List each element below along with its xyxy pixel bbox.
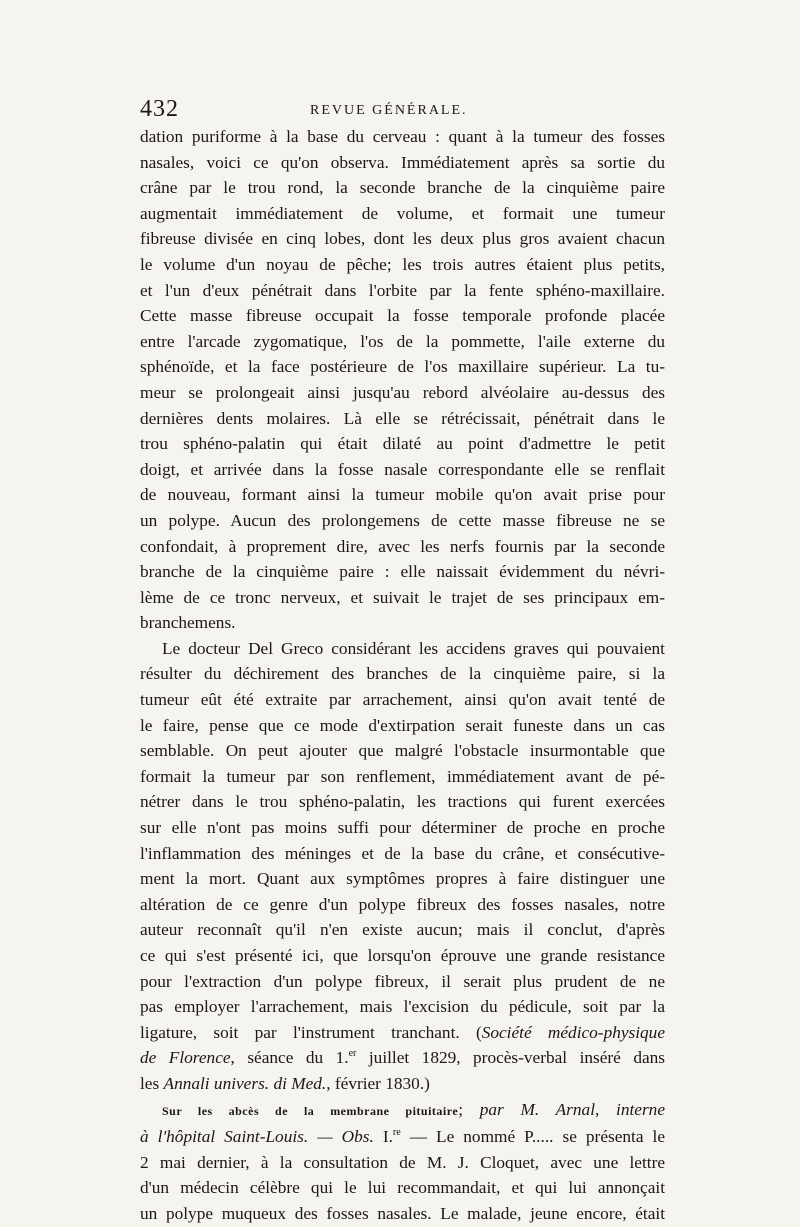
text-segment: I. bbox=[373, 1127, 393, 1147]
text-line: de nouveau, formant ainsi la tumeur mobile qu'on avait prise pour bbox=[140, 485, 665, 505]
running-title: REVUE GÉNÉRALE. bbox=[310, 103, 468, 118]
text-line: meur se prolongeait ainsi jusqu'au rebord alvéolaire au-dessus des bbox=[140, 382, 665, 402]
text-line: trou sphéno-palatin qui était dilaté au point d'admettre le petit bbox=[140, 434, 665, 454]
superscript: er bbox=[348, 1048, 357, 1060]
text-line: nasales, voici ce qu'on observa. Immédiatement après sa sortie du bbox=[140, 152, 665, 172]
journal-citation: de Florence bbox=[140, 1048, 231, 1068]
text-line: un polype. Aucun des prolongemens de cette masse fibreuse ne se bbox=[140, 510, 665, 530]
text-line: sphénoïde, et la face postérieure de l'os maxillaire supérieur. La tu- bbox=[140, 357, 665, 377]
text-line: 2 mai dernier, à la consultation de M. J. Cloquet, avec une lettre bbox=[140, 1152, 665, 1172]
text-line: résulter du déchirement des branches de la cinquième paire, si la bbox=[140, 664, 665, 684]
text-line: dernières dents molaires. Là elle se rétrécissait, pénétrait dans le bbox=[140, 408, 665, 428]
author-credit: par M. Arnal, interne bbox=[479, 1099, 665, 1119]
journal-citation: Société médico-physique bbox=[481, 1022, 665, 1042]
author-credit: à l'hôpital Saint-Louis. — Obs. bbox=[140, 1127, 374, 1147]
text-line: auteur reconnaît qu'il n'en existe aucun; mais il conclut, d'après bbox=[140, 920, 665, 940]
text-line: entre l'arcade zygomatique, l'os de la pommette, l'aile externe du bbox=[140, 331, 665, 351]
text-line: Le docteur Del Greco considérant les accidens graves qui pouvaient bbox=[162, 638, 665, 658]
journal-citation: Annali univers. di Med. bbox=[163, 1073, 327, 1093]
text-line bbox=[140, 1045, 665, 1071]
text-line: lème de ce tronc nerveux, et suivait le trajet de ses principaux em- bbox=[140, 587, 665, 607]
superscript: re bbox=[392, 1127, 401, 1139]
text-line: sur elle n'ont pas moins suffi pour déterminer de proche en proche bbox=[140, 818, 665, 838]
text-line: augmentait immédiatement de volume, et formait une tumeur bbox=[140, 203, 665, 223]
text-line: pour l'extraction d'un polype fibreux, il serait plus prudent de ne bbox=[140, 971, 665, 991]
text-line: semblable. On peut ajouter que malgré l'obstacle insurmontable que bbox=[140, 741, 665, 761]
section-title: Sur les abcès de la membrane pituitaire bbox=[162, 1103, 459, 1118]
text-segment: ; bbox=[458, 1099, 480, 1119]
text-line: ce qui s'est présenté ici, que lorsqu'on éprouve une grande resistance bbox=[140, 946, 665, 965]
page-number: 432 bbox=[140, 96, 179, 122]
paragraph-1 bbox=[140, 124, 665, 636]
text-segment: les bbox=[140, 1073, 164, 1093]
text-line bbox=[140, 1020, 665, 1046]
text-line: nétrer dans le trou sphéno-palatin, les tractions qui furent exercées bbox=[140, 792, 665, 812]
text-line: confondait, à proprement dire, avec les nerfs fournis par la seconde bbox=[140, 536, 665, 556]
text-line: fibreuse divisée en cinq lobes, dont les deux plus gros avaient chacun bbox=[140, 229, 665, 249]
paragraph-3 bbox=[140, 1097, 665, 1227]
text-segment: , séance du 1. bbox=[230, 1048, 349, 1068]
text-line: l'inflammation des méninges et de la base du crâne, et consécutive- bbox=[140, 843, 665, 863]
text-line: d'un médecin célèbre qui le lui recommandait, et qui lui annonçait bbox=[140, 1178, 665, 1198]
text-line bbox=[140, 1097, 665, 1125]
page-header bbox=[140, 96, 665, 126]
text-line: tumeur eût été extraite par arrachement, ainsi qu'on avait tenté de bbox=[140, 690, 665, 710]
text-segment: , février 1830.) bbox=[326, 1073, 430, 1093]
text-line: branchemens. bbox=[140, 613, 236, 633]
text-line: pas employer l'arrachement, mais l'excision du pédicule, soit par la bbox=[140, 997, 665, 1017]
paragraph-2 bbox=[140, 636, 665, 1097]
text-segment: ligature, soit par l'instrument tranchant. ( bbox=[140, 1022, 482, 1042]
text-line: doigt, et arrivée dans la fosse nasale correspondante elle se renflait bbox=[140, 459, 665, 479]
text-segment: juillet 1829, procès-verbal inséré dans bbox=[356, 1048, 665, 1068]
text-line: et l'un d'eux pénétrait dans l'orbite par la fente sphéno-maxillaire. bbox=[140, 280, 665, 300]
text-line: branche de la cinquième paire : elle naissait évidemment du névri- bbox=[140, 562, 665, 582]
text-segment: — Le nommé P..... se présenta le bbox=[400, 1127, 665, 1147]
text-line: ment la mort. Quant aux symptômes propres à faire distinguer une bbox=[140, 869, 665, 889]
text-line: le faire, pense que ce mode d'extirpation serait funeste dans un cas bbox=[140, 715, 665, 735]
text-line bbox=[140, 1124, 665, 1150]
text-line: Cette masse fibreuse occupait la fosse temporale profonde placée bbox=[140, 306, 665, 326]
text-line: formait la tumeur par son renflement, immédiatement avant de pé- bbox=[140, 766, 665, 786]
text-line: le volume d'un noyau de pêche; les trois autres étaient plus petits, bbox=[140, 254, 665, 274]
text-line: crâne par le trou rond, la seconde branche de la cinquième paire bbox=[140, 178, 665, 198]
body-text bbox=[140, 124, 665, 1227]
text-line bbox=[140, 1071, 665, 1097]
text-line: un polype muqueux des fosses nasales. Le malade, jeune encore, était bbox=[140, 1203, 665, 1223]
text-line: dation puriforme à la base du cerveau : quant à la tumeur des fosses bbox=[140, 127, 665, 146]
text-line: altération de ce genre d'un polype fibreux des fosses nasales, notre bbox=[140, 894, 665, 914]
